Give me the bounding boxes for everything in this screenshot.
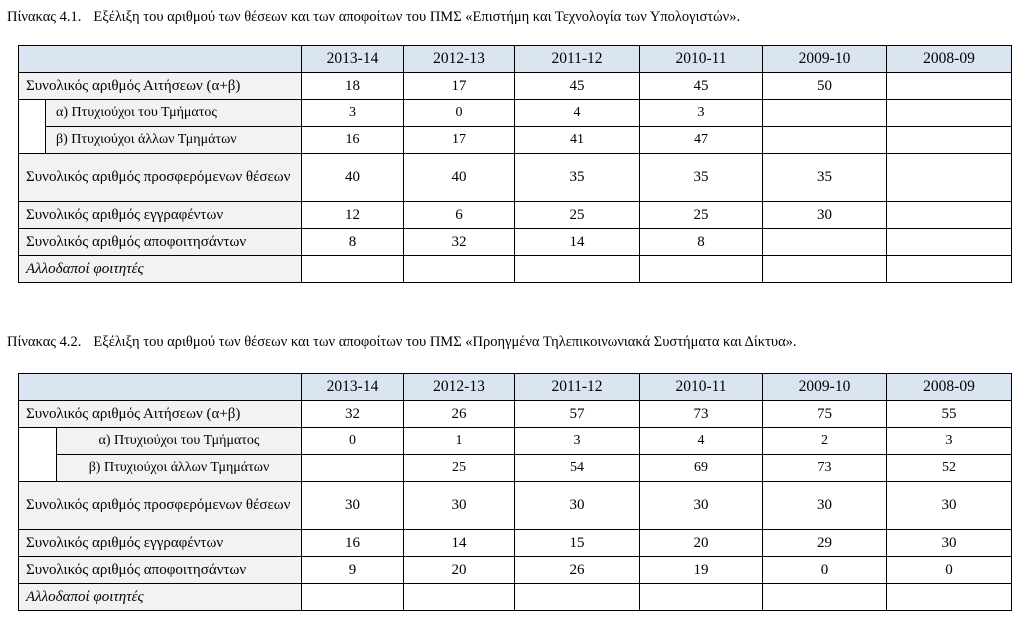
row-label-total-applications: Συνολικός αριθμός Αιτήσεων (α+β) (19, 401, 302, 428)
table-cell: 25 (640, 202, 763, 229)
table-row (19, 401, 1012, 428)
table-row (19, 482, 1012, 530)
table-cell: 0 (887, 557, 1012, 584)
table-cell: 50 (763, 73, 887, 100)
table-cell: 0 (404, 100, 515, 127)
row-label-graduated: Συνολικός αριθμός αποφοιτησάντων (19, 229, 302, 256)
table-cell: 69 (640, 455, 763, 482)
table-cell: 30 (887, 530, 1012, 557)
table-2 (18, 373, 1012, 611)
table-cell: 30 (887, 482, 1012, 530)
year-header: 2008-09 (887, 374, 1012, 401)
table-cell: 55 (887, 401, 1012, 428)
table-row (19, 584, 1012, 611)
table-row (19, 455, 1012, 482)
table-cell: 14 (515, 229, 640, 256)
table-header-row (19, 374, 1012, 401)
row-label-foreign-students: Αλλοδαποί φοιτητές (19, 584, 302, 611)
table-cell (404, 584, 515, 611)
table-2-caption-text: Εξέλιξη του αριθμού των θέσεων και των αποφοίτων του ΠΜΣ «Προηγμένα Τηλεπικοινωνιακά Συστήματα και Δίκτυα». (93, 334, 797, 350)
table-cell: 30 (404, 482, 515, 530)
table-cell: 16 (302, 127, 404, 154)
year-header: 2011-12 (515, 374, 640, 401)
table-cell (763, 256, 887, 283)
table-cell: 16 (302, 530, 404, 557)
table-cell: 47 (640, 127, 763, 154)
table-cell (302, 584, 404, 611)
table-cell: 17 (404, 73, 515, 100)
table-cell: 0 (763, 557, 887, 584)
table-cell: 26 (404, 401, 515, 428)
table-cell: 40 (404, 154, 515, 202)
table-1-caption-number: Πίνακας 4.1. (7, 9, 82, 25)
table-cell (640, 584, 763, 611)
row-label-other-graduates: β) Πτυχιούχοι άλλων Τμημάτων (46, 127, 302, 154)
table-cell (763, 100, 887, 127)
table-cell (302, 455, 404, 482)
table-cell (887, 202, 1012, 229)
table-cell: 15 (515, 530, 640, 557)
table-cell (887, 256, 1012, 283)
table-cell (887, 100, 1012, 127)
table-row (19, 100, 1012, 127)
table-cell (887, 154, 1012, 202)
table-cell: 19 (640, 557, 763, 584)
table-row (19, 256, 1012, 283)
table-cell: 8 (302, 229, 404, 256)
indent-spacer-cell (19, 428, 57, 482)
table-cell (887, 127, 1012, 154)
table-cell: 3 (887, 428, 1012, 455)
table-cell (763, 229, 887, 256)
table-cell: 12 (302, 202, 404, 229)
table-cell (887, 584, 1012, 611)
table-cell: 0 (302, 428, 404, 455)
table-cell: 29 (763, 530, 887, 557)
table-cell: 4 (515, 100, 640, 127)
header-corner-cell (19, 374, 302, 401)
table-cell: 40 (302, 154, 404, 202)
table-cell: 20 (640, 530, 763, 557)
table-cell: 45 (515, 73, 640, 100)
table-cell: 30 (302, 482, 404, 530)
table-row (19, 127, 1012, 154)
table-cell: 18 (302, 73, 404, 100)
table-header-row (19, 46, 1012, 73)
table-cell: 6 (404, 202, 515, 229)
table-cell: 45 (640, 73, 763, 100)
year-header: 2010-11 (640, 374, 763, 401)
table-cell: 73 (640, 401, 763, 428)
table-cell: 25 (515, 202, 640, 229)
row-label-dept-graduates: α) Πτυχιούχοι του Τμήματος (46, 100, 302, 127)
year-header: 2010-11 (640, 46, 763, 73)
row-label-dept-graduates: α) Πτυχιούχοι του Τμήματος (57, 428, 302, 455)
year-header: 2009-10 (763, 374, 887, 401)
table-cell: 8 (640, 229, 763, 256)
table-cell: 73 (763, 455, 887, 482)
row-label-other-graduates: β) Πτυχιούχοι άλλων Τμημάτων (57, 455, 302, 482)
table-cell (763, 127, 887, 154)
table-cell (515, 256, 640, 283)
row-label-offered-positions: Συνολικός αριθμός προσφερόμενων θέσεων (19, 154, 302, 202)
header-corner-cell (19, 46, 302, 73)
table-cell: 1 (404, 428, 515, 455)
table-cell (640, 256, 763, 283)
row-label-foreign-students: Αλλοδαποί φοιτητές (19, 256, 302, 283)
table-cell: 20 (404, 557, 515, 584)
year-header: 2008-09 (887, 46, 1012, 73)
table-2-caption (7, 333, 797, 351)
year-header: 2011-12 (515, 46, 640, 73)
table-cell: 35 (763, 154, 887, 202)
table-1-caption (7, 8, 740, 26)
table-row (19, 428, 1012, 455)
table-cell (763, 584, 887, 611)
table-cell: 32 (302, 401, 404, 428)
table-row (19, 530, 1012, 557)
table-1-caption-text: Εξέλιξη του αριθμού των θέσεων και των αποφοίτων του ΠΜΣ «Επιστήμη και Τεχνολογία των Υπολογιστών». (93, 9, 741, 25)
table-cell: 30 (763, 202, 887, 229)
table-cell: 2 (763, 428, 887, 455)
year-header: 2012-13 (404, 374, 515, 401)
table-cell: 26 (515, 557, 640, 584)
year-header: 2013-14 (302, 46, 404, 73)
year-header: 2009-10 (763, 46, 887, 73)
row-label-enrolled: Συνολικός αριθμός εγγραφέντων (19, 530, 302, 557)
table-cell (404, 256, 515, 283)
table-cell: 30 (640, 482, 763, 530)
row-label-offered-positions: Συνολικός αριθμός προσφερόμενων θέσεων (19, 482, 302, 530)
table-row (19, 73, 1012, 100)
table-cell: 3 (302, 100, 404, 127)
table-cell: 30 (515, 482, 640, 530)
row-label-enrolled: Συνολικός αριθμός εγγραφέντων (19, 202, 302, 229)
table-cell (302, 256, 404, 283)
table-cell: 32 (404, 229, 515, 256)
table-1 (18, 45, 1012, 283)
table-cell: 52 (887, 455, 1012, 482)
table-row (19, 229, 1012, 256)
table-cell: 9 (302, 557, 404, 584)
table-cell (887, 73, 1012, 100)
table-row (19, 154, 1012, 202)
table-cell: 25 (404, 455, 515, 482)
table-row (19, 202, 1012, 229)
table-cell: 14 (404, 530, 515, 557)
year-header: 2012-13 (404, 46, 515, 73)
indent-spacer-cell (19, 100, 46, 154)
table-cell: 54 (515, 455, 640, 482)
row-label-total-applications: Συνολικός αριθμός Αιτήσεων (α+β) (19, 73, 302, 100)
table-2-caption-number: Πίνακας 4.2. (7, 334, 82, 350)
table-cell: 57 (515, 401, 640, 428)
table-cell: 3 (515, 428, 640, 455)
table-cell: 17 (404, 127, 515, 154)
row-label-graduated: Συνολικός αριθμός αποφοιτησάντων (19, 557, 302, 584)
table-cell: 75 (763, 401, 887, 428)
table-cell (515, 584, 640, 611)
table-cell: 41 (515, 127, 640, 154)
table-cell: 35 (640, 154, 763, 202)
table-cell: 4 (640, 428, 763, 455)
year-header: 2013-14 (302, 374, 404, 401)
table-cell: 3 (640, 100, 763, 127)
table-cell: 35 (515, 154, 640, 202)
table-row (19, 557, 1012, 584)
table-cell: 30 (763, 482, 887, 530)
table-cell (887, 229, 1012, 256)
